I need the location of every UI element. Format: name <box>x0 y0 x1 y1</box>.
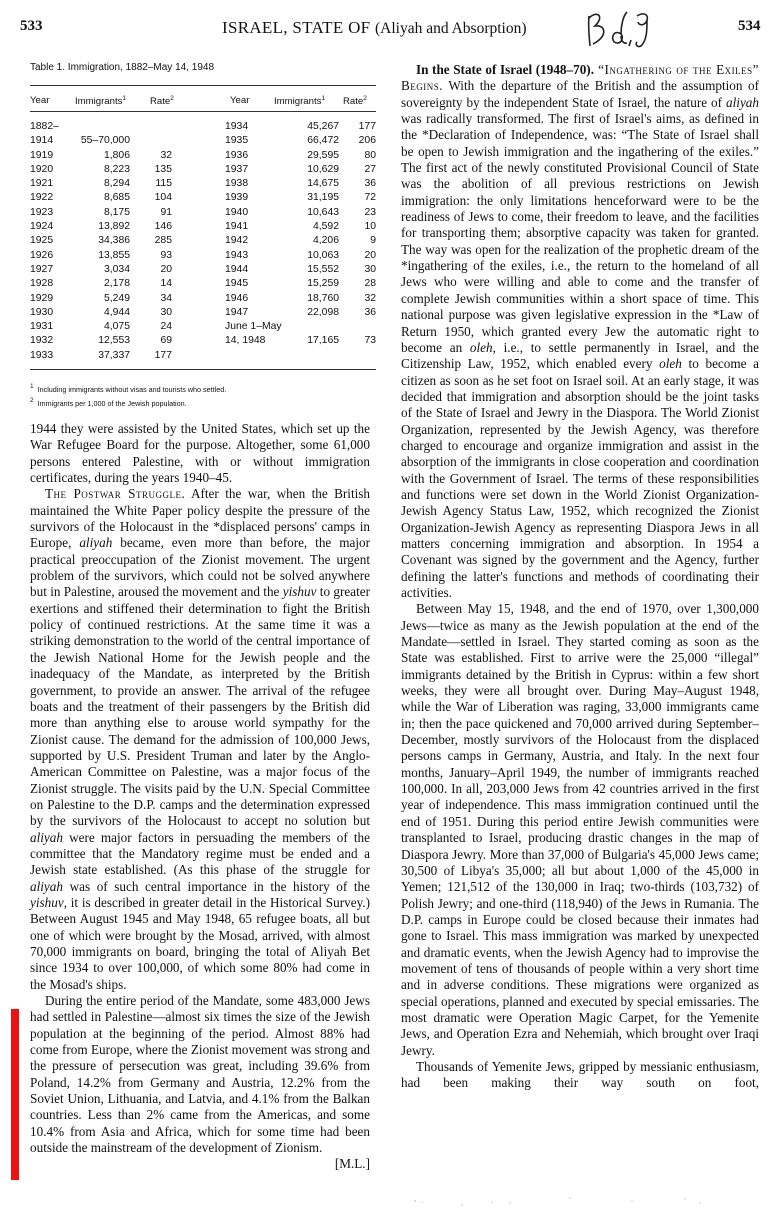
paragraph: 1944 they were assisted by the United States, which set up the War Refugee Board for the purpose. Altogether, some 61,000 persons entered Palestine, with or without immigration certificates, during the years 1940–45. <box>30 421 370 486</box>
handwritten-note-icon <box>583 6 653 50</box>
header-immigrants <box>274 95 325 107</box>
cell-year: 1940 <box>225 206 249 218</box>
cell-immigrants: 13,855 <box>98 249 130 261</box>
text-run: After the war, when the British maintained the White Paper policy despite the pressure of the survivors of the Holocaust in the *displaced persons' camps in Europe, <box>30 486 371 551</box>
footnote-text: Including immigrants without visas and tourists who settled. <box>37 385 227 394</box>
cell-immigrants: 15,259 <box>307 278 339 290</box>
cell-rate: 27 <box>364 163 376 175</box>
italic-term: aliyah <box>79 535 113 551</box>
text-run: During the entire period of the Mandate, some 483,000 Jews had settled in Palestine—almost six times the size of the Jewish population at the beginning of the period. Almost 88% had come from Europe, where the Zionist movement was strong and the pressure of persecution was great, including 39.6% from Poland, 14.2% from Germany and Austria, 12.2% from the Soviet Union, Lithuania, and Latvia, and 4.1% from the Balkan countries. Less than 2% came from the Americas, and some 10.4% from Asia and Africa, which for some time had been outside the mainstream of the development of Zionism. <box>30 993 370 1156</box>
cell-immigrants: 34,386 <box>98 235 130 247</box>
italic-term: yishuv <box>30 894 64 910</box>
cell-year: 1922 <box>30 192 54 204</box>
cell-year: 1939 <box>225 192 249 204</box>
footnote-text: Immigrants per 1,000 of the Jewish population. <box>37 399 187 408</box>
table-bottom-rule <box>30 369 376 370</box>
section-heading: The Postwar Struggle. <box>45 486 186 502</box>
cell-immigrants: 3,034 <box>103 263 130 275</box>
cell-rate: 32 <box>160 149 172 161</box>
cell-immigrants: 2,178 <box>103 278 130 290</box>
table-row <box>30 207 376 221</box>
cell-immigrants: 4,206 <box>312 235 339 247</box>
cell-year: 1941 <box>225 221 249 233</box>
cell-immigrants: 45,267 <box>307 121 339 132</box>
cell-immigrants: 22,098 <box>307 306 339 318</box>
cell-rate: 30 <box>364 263 376 275</box>
cell-year: 1931 <box>30 321 54 333</box>
cell-rate: 20 <box>160 263 172 275</box>
cell-year: 1943 <box>225 249 249 261</box>
table-row <box>30 335 376 349</box>
cell-immigrants: 15,552 <box>307 263 339 275</box>
subsection-heading: “Ingathering of the Exiles” Begins. <box>401 62 759 94</box>
table-row <box>30 350 376 364</box>
cell-year: 1935 <box>225 135 249 147</box>
table-row <box>30 307 376 321</box>
cell-rate: 104 <box>154 192 172 204</box>
cell-year: 1946 <box>225 292 249 304</box>
cell-immigrants: 13,892 <box>98 221 130 233</box>
paragraph: Between May 15, 1948, and the end of 1970, over 1,300,000 Jews—twice as many as the Jewish population at the end of the Mandate—settled in Israel. They started coming as soon as the State was established. First to arrive were the 25,000 “illegal” immigrants detained by the British in Cyprus: within a few short weeks, they were all brought over. During May–August 1948, while the War of Liberation was raging, 33,000 immigrants came in; then the pace quickened and 70,000 arrived during September–December, mostly survivors of the Holocaust from the displaced persons camps in Germany, Austria, and Italy. In the next four months, January–April 1949, the number of immigrants reached 100,000. In all, 203,000 Jews from 42 countries arrived in the first year of independence. This mass immigration continued until the end of 1951. During this period entire Jewish communities were transplanted to Israel, producing drastic changes in the map of Diaspora Jewry. More than 37,000 of Bulgaria's 45,000 Jews came; 30,500 of Libya's 35,000; all but about 1,000 of the 45,000 in Yemen; 121,512 of the 130,000 in Iraq; two-thirds (103,732) of Polish Jewry; and one-third (118,940) of the Jews in Rumania. The D.P. camps in Europe could be closed because their inmates had gone to Israel. This mass immigration was marked by unexpected and dramatic events, when the Jewish Agency had to improvise the movement of tens of thousands of people within a very short time and in adverse conditions. These migrations were organized as special operations, planned and executed by special emissaries. The most dramatic were Operation Magic Carpet, for the Yemenite Jews, and Operation Ezra and Nehemiah, which brought over Iraqi Jewry. <box>401 601 759 1058</box>
cell-year: 1924 <box>30 221 54 233</box>
cell-rate: 36 <box>364 306 376 318</box>
text-run: , it is described in greater detail in the Historical Survey.) Between August 1945 and May 1948, 65 refugee boats, all but one of which were brought by the Mosad, arrived, with almost 70,000 immigrants on board, bringing the total of Aliyah Bet since 1934 to over 100,000, of which some 80% had come in the Mosad's ships. <box>30 894 370 992</box>
cell-year: 1919 <box>30 149 54 161</box>
cell-year: 1945 <box>225 278 249 290</box>
cell-year: 1928 <box>30 278 54 290</box>
cell-immigrants: 66,472 <box>307 135 339 147</box>
cell-immigrants: 4,944 <box>103 306 130 318</box>
cell-year: 1932 <box>30 335 54 347</box>
cell-year: 1933 <box>30 349 54 361</box>
cell-rate: 285 <box>154 235 172 247</box>
table-top-rule <box>30 85 376 86</box>
header-year: Year <box>30 95 50 106</box>
cell-immigrants: 55–70,000 <box>80 135 130 147</box>
header-immigrants-label: Immigrants <box>274 96 322 107</box>
cell-rate: 91 <box>160 206 172 218</box>
cell-year: 14, 1948 <box>225 335 266 347</box>
cell-rate: 177 <box>154 349 172 361</box>
cell-year: 1926 <box>30 249 54 261</box>
cell-rate: 20 <box>364 249 376 261</box>
header-immigrants <box>75 95 126 107</box>
footnote-ref: 2 <box>363 95 367 102</box>
table-row <box>30 250 376 264</box>
header-rate-label: Rate <box>343 96 364 107</box>
text-run: was radically transformed. The first of Israel's aims, as defined in the *Declaration of Independence, was: “The State of Israel shall be open to Jewish immigration and the ingathering of the exiles.” The first act of the newly constituted Provisional Council of State was the abolition of all previous restrictions on Jewish immigration: the only limitations henceforward were to be the readiness of Jews to come, their freedom to leave, and the facilities for transporting them; absorptive capacity was taken for granted. The way was open for the realization of the prophetic dream of the *ingathering of the exiles, i.e., the return to the homeland of all Jews who were willing and able to come and the transfer of complete Jewish communities within a short space of time. This national purpose was given legislative expression in the *Law of Return 1950, which granted every Jew the automatic right to become an <box>401 111 759 355</box>
paragraph-state-of-israel <box>401 62 759 601</box>
text-run: became, even more than before, the major practical preoccupation of the Zionist movement. The urgent problem of the survivors, which could not be solved anywhere but in Palestine, aroused the movement and the <box>30 535 370 600</box>
table-row <box>30 221 376 235</box>
cell-rate: 73 <box>364 335 376 347</box>
footnote-ref: 1 <box>321 95 326 102</box>
cell-immigrants: 29,595 <box>307 149 339 161</box>
paragraph-mandate-summary <box>30 993 370 1172</box>
table-header-rule <box>30 111 376 112</box>
cell-year: 1914 <box>30 135 54 147</box>
right-column <box>401 62 759 1092</box>
cell-immigrants: 17,165 <box>307 335 339 347</box>
cell-year: 1936 <box>225 149 249 161</box>
cell-rate: 30 <box>160 306 172 318</box>
cell-immigrants: 18,760 <box>307 292 339 304</box>
italic-term: yishuv <box>282 584 317 600</box>
cell-year: 1927 <box>30 263 54 275</box>
cell-immigrants: 5,249 <box>103 292 130 304</box>
table-row <box>30 121 376 135</box>
page-number-left: 533 <box>20 18 43 34</box>
page-number-right: 534 <box>738 18 761 34</box>
footnote-mark: 2 <box>30 397 34 404</box>
cell-immigrants: 8,294 <box>103 178 130 190</box>
author-attribution: [M.L.] <box>334 1156 370 1172</box>
paragraph: Thousands of Yemenite Jews, gripped by messianic enthusiasm, had been making their way south on foot, <box>401 1058 759 1091</box>
cell-immigrants: 31,195 <box>307 192 339 204</box>
cell-rate: 93 <box>160 249 172 261</box>
cell-year: 1921 <box>30 178 54 190</box>
margin-highlight-mark <box>11 1009 19 1180</box>
section-heading: In the State of Israel (1948–70). <box>416 62 594 77</box>
cell-year: 1920 <box>30 163 54 175</box>
table-row <box>30 192 376 206</box>
running-head-subtitle: (Aliyah and Absorption) <box>374 20 527 37</box>
cell-immigrants: 10,629 <box>307 163 339 175</box>
cell-rate: 72 <box>364 192 376 204</box>
footnote-1 <box>30 381 226 395</box>
cell-rate: 177 <box>358 121 376 132</box>
table-row <box>30 235 376 249</box>
footnote-2 <box>30 395 226 409</box>
table-row <box>30 135 376 149</box>
cell-year: 1929 <box>30 292 54 304</box>
header-immigrants-label: Immigrants <box>75 96 123 107</box>
cell-rate: 80 <box>364 149 376 161</box>
table-body <box>30 121 376 364</box>
cell-immigrants: 10,063 <box>307 249 339 261</box>
cell-immigrants: 8,175 <box>103 206 130 218</box>
cell-year: 1923 <box>30 206 54 218</box>
cell-rate: 69 <box>160 335 172 347</box>
text-run: With the departure of the British and the assumption of sovereignty by the independent State of Israel, the nature of <box>401 78 759 110</box>
cell-year: 1947 <box>225 306 249 318</box>
text-run: to become a citizen as soon as he set foot on Israel soil. At an early stage, it was decided that immigration and absorption should be the joint tasks of the State of Israel and Jewry in the Diaspora. The World Zionist Organization, represented by the Jewish Agency, was therefore charged to encourage and organize immigration and assist in the absorption of the immigrants in close cooperation and coordination with the Government of Israel. The terms of these responsibilities and functions were set down in the World Zionist Organization-Jewish Agency Status Law, 1952, which recognized the Zionist Organization-Jewish Agency as representing Diaspora Jews in all matters concerning immigration and absorption. In 1954 a Covenant was signed by the government and the Agency, further defining the latter's functions and methods of coordinating their activities. <box>401 356 759 600</box>
cell-year: June 1–May <box>225 321 282 333</box>
cell-immigrants: 12,553 <box>98 335 130 347</box>
table-row <box>30 321 376 335</box>
text-run: was of such central importance in the history of the <box>62 878 370 894</box>
header-rate <box>150 95 174 107</box>
italic-term: oleh <box>469 339 493 355</box>
cell-rate: 23 <box>364 206 376 218</box>
cell-year: 1934 <box>225 121 249 132</box>
cell-rate: 14 <box>160 278 172 290</box>
cell-year: 1925 <box>30 235 54 247</box>
table-row <box>30 178 376 192</box>
table-header-row <box>30 95 376 109</box>
table-row <box>30 293 376 307</box>
cell-immigrants: 37,337 <box>98 349 130 361</box>
cell-rate: 34 <box>160 292 172 304</box>
cell-immigrants: 4,075 <box>103 321 130 333</box>
header-year: Year <box>230 95 250 106</box>
scan-noise <box>400 1196 730 1210</box>
table-row <box>30 150 376 164</box>
cell-year: 1942 <box>225 235 249 247</box>
text-run: to greater exertions and stiffened their determination to fight the British policy of continued restrictions. At the same time it was a striking demonstration to the world of the central importance of the Jewish National Home for the Jewish people and the inadequacy of the Mandate, as interpreted by the British government, to provide an answer. The arrival of the refugee boats and the treatment of their passengers by the British did more than anything else to arouse world sympathy for the Zionist cause. The demand for the admission of 100,000 Jews, supported by U.S. President Truman and later by the Anglo-American Committee on Palestine, was a major focus of the Zionist struggle. The visits paid by the U.N. Special Committee on Palestine to the D.P. camps and the determination expressed by the survivors of the Holocaust to accept no solution but <box>30 584 370 829</box>
cell-immigrants: 1,806 <box>103 149 130 161</box>
table-row <box>30 164 376 178</box>
cell-rate: 10 <box>364 221 376 233</box>
table-footnotes <box>30 381 226 409</box>
table-row <box>30 278 376 292</box>
table-title: Table 1. Immigration, 1882–May 14, 1948 <box>30 62 214 73</box>
footnote-ref: 1 <box>122 95 127 102</box>
table-row <box>30 264 376 278</box>
cell-rate: 115 <box>155 178 172 190</box>
cell-rate: 36 <box>364 178 376 190</box>
cell-year: 1937 <box>225 163 249 175</box>
cell-year: 1938 <box>225 178 249 190</box>
cell-immigrants: 4,592 <box>312 221 339 233</box>
cell-rate: 206 <box>358 135 376 147</box>
italic-term: aliyah <box>30 829 63 845</box>
italic-term: aliyah <box>726 94 759 110</box>
paragraph-postwar-struggle <box>30 486 370 993</box>
cell-rate: 24 <box>160 321 172 333</box>
header-rate-label: Rate <box>150 96 171 107</box>
running-head-title: ISRAEL, STATE OF <box>222 18 371 37</box>
cell-immigrants: 8,685 <box>103 192 130 204</box>
cell-rate: 146 <box>154 221 172 233</box>
italic-term: aliyah <box>30 878 63 894</box>
cell-rate: 9 <box>370 235 376 247</box>
cell-year: 1930 <box>30 306 54 318</box>
text-run: , i.e., to settle permanently in Israel, and the Citizenship Law, 1952, which enabled every <box>401 339 760 372</box>
cell-immigrants: 14,675 <box>307 178 339 190</box>
left-column <box>30 421 370 1173</box>
text-run: were major factors in persuading the members of the committee that the Mandatory regime must be ended and a Jewish state established. (As this phase of the struggle for <box>30 829 370 878</box>
running-head <box>222 18 527 38</box>
cell-rate: 32 <box>364 292 376 304</box>
cell-rate: 28 <box>364 278 376 290</box>
footnote-mark: 1 <box>30 383 34 390</box>
cell-year: 1944 <box>225 263 249 275</box>
cell-immigrants: 10,643 <box>307 206 339 218</box>
footnote-ref: 2 <box>170 95 174 102</box>
italic-term: oleh <box>659 356 682 372</box>
cell-immigrants: 8,223 <box>103 163 130 175</box>
cell-year: 1882– <box>30 121 59 132</box>
header-rate <box>343 95 367 107</box>
cell-rate: 135 <box>154 163 172 175</box>
